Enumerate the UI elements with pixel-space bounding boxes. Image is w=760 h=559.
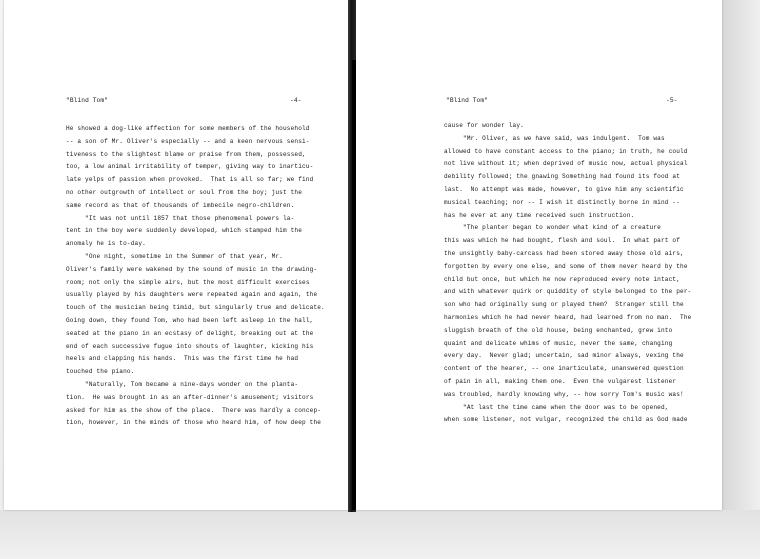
- text-line: tent in the boy were suddenly developed, which stamped him the: [66, 227, 303, 235]
- text-line: has he ever at any time received such instruction.: [444, 211, 635, 219]
- text-line: tion. He was brought in as an after-dinner's amusement; visitors: [66, 393, 314, 401]
- text-line: allowed to have constant access to the piano; in truth, he could: [444, 147, 688, 155]
- text-line: this was which he had bought, flesh and soul. In what part of: [444, 237, 681, 245]
- text-line: when some listener, not vulgar, recognized the child as God made: [444, 416, 688, 424]
- text-line: He showed a dog-like affection for some members of the household: [66, 125, 310, 132]
- text-line: was troubled, hardly knowing why, -- how sorry Tom's music was!: [444, 390, 684, 398]
- text-line: content of the hearer, -- one inarticulate, unanswered question: [444, 365, 684, 373]
- text-line: "At last the time came when the door was to be opened,: [444, 403, 669, 411]
- left-page-number: -4-: [290, 97, 302, 104]
- text-line: child but once, but which he now reproduced every note intact,: [444, 275, 681, 283]
- text-line: of pain in all, making them one. Even the vulgarest listener: [444, 377, 677, 385]
- right-page-title: "Blind Tom": [446, 97, 488, 104]
- text-line: every day. Never glad; uncertain, sad minor always, vexing the: [444, 352, 684, 360]
- text-line: heels and clapping his hands. This was the first time he had: [66, 355, 299, 363]
- text-line: touched the piano.: [66, 368, 135, 376]
- text-line: -- a son of Mr. Oliver's especially -- and a keen nervous sensi-: [66, 137, 310, 145]
- text-line: same record as that of thousands of imbecile negro-children.: [66, 201, 295, 209]
- text-line: "Naturally, Tom became a nine-days wonder on the planta-: [66, 380, 299, 388]
- text-line: son who had originally sung or played them? Stranger still the: [444, 301, 684, 309]
- text-line: Oliver's family were wakened by the sound of music in the drawing-: [66, 265, 318, 273]
- text-line: anomaly he is to-day.: [66, 240, 146, 248]
- text-line: touch of the musician being timid, but singularly true and delicate.: [66, 304, 325, 312]
- text-line: "It was not until 1857 that those phenomenal powers la-: [66, 214, 295, 222]
- left-page-title: "Blind Tom": [66, 97, 108, 104]
- text-line: last. No attempt was made, however, to give him any scientific: [444, 185, 684, 193]
- text-line: quaint and delicate whims of music, never the same, changing: [444, 339, 673, 347]
- text-line: sluggish breath of the old house, being enchanted, grew into: [444, 326, 673, 334]
- left-page-body: [66, 123, 336, 430]
- text-line: "One night, sometime in the Summer of that year, Mr.: [66, 252, 283, 260]
- text-line: cause for wonder lay.: [444, 122, 524, 129]
- text-line: usually played by his daughters were repeated again and again, the: [66, 291, 318, 299]
- scanner-edge: [722, 0, 760, 559]
- text-line: debility followed; the gnawing Something had found its food at: [444, 173, 681, 181]
- text-line: forgotten by every one else, and some of them never heard by the: [444, 262, 688, 270]
- left-page: [4, 0, 348, 510]
- text-line: "The planter began to wonder what kind of a creature: [444, 224, 661, 232]
- text-line: tiveness to the slightest blame or praise from them, possessed,: [66, 150, 306, 158]
- text-line: end of each successive fugue into shouts of laughter, kicking his: [66, 342, 314, 350]
- text-line: too, a low animal irritability of temper, giving way to inarticu-: [66, 163, 314, 171]
- text-line: no other outgrowth of intellect or soul from the boy; just the: [66, 188, 303, 196]
- text-line: tion, however, in the minds of those who heard him, of how deep the: [66, 419, 322, 427]
- text-line: and with whatever quirk or quiddity of style belonged to the per-: [444, 288, 692, 296]
- text-line: harmonies which he had never heard, had learned from no man. The: [444, 313, 692, 321]
- text-line: not live without it; when deprived of music now, actual physical: [444, 160, 688, 168]
- text-line: Going down, they found Tom, who had been left asleep in the hall,: [66, 316, 314, 324]
- right-page: [356, 0, 722, 510]
- right-page-number: -5-: [666, 97, 678, 104]
- text-line: late yelps of passion when provoked. That is all so far; we find: [66, 176, 314, 184]
- text-line: room; not only the simple airs, but the most difficult exercises: [66, 278, 310, 286]
- text-line: "Mr. Oliver, as we have said, was indulgent. Tom was: [444, 134, 665, 142]
- text-line: asked for him as the show of the place. There was hardly a concep-: [66, 406, 322, 414]
- right-page-body: [444, 120, 714, 427]
- text-line: seated at the piano in an ecstasy of delight, breaking out at the: [66, 329, 314, 337]
- text-line: the unsightly baby-carcass had been stored away those old airs,: [444, 249, 684, 257]
- text-line: musical teaching; nor -- I wish it distinctly borne in mind --: [444, 198, 681, 206]
- scanner-bed: [0, 510, 760, 559]
